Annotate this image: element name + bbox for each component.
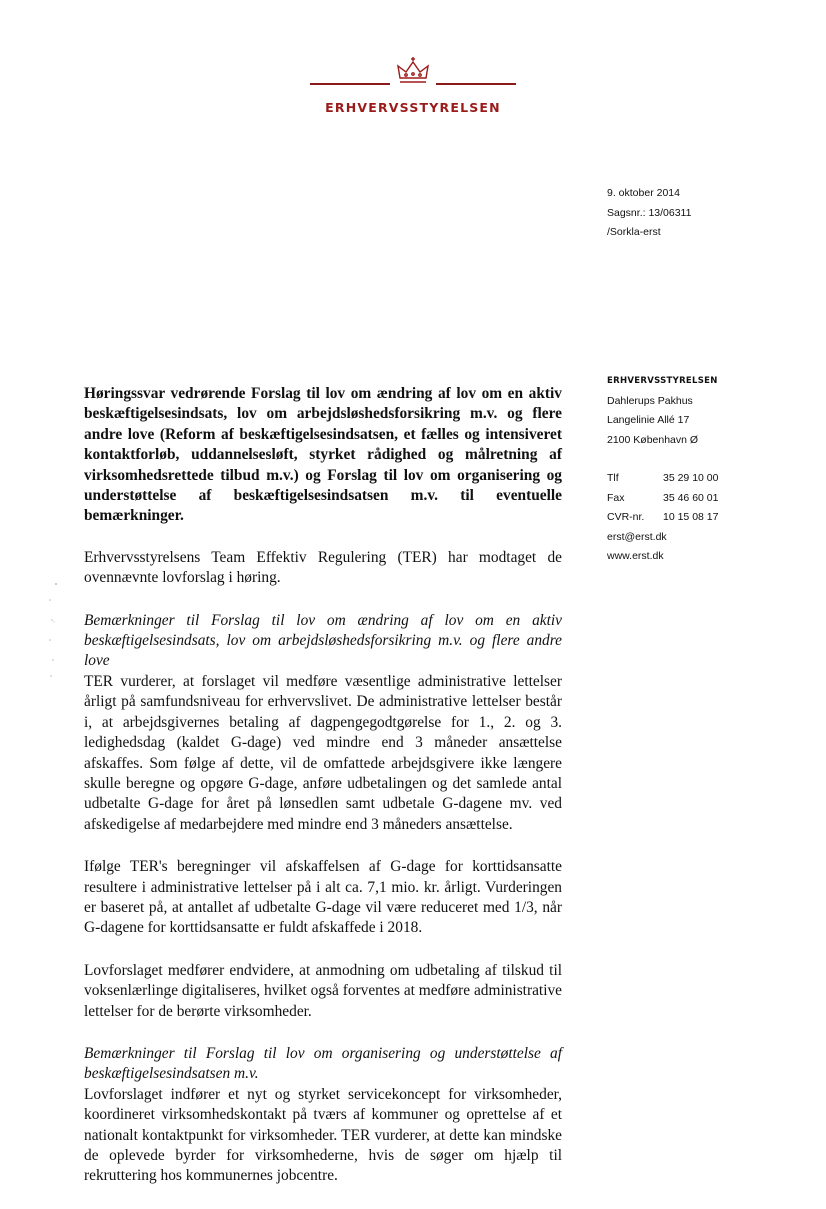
intro-paragraph: Erhvervsstyrelsens Team Effektiv Regulering (TER) har modtaget de ovennævnte lovforslag i høring. xyxy=(84,548,562,587)
letter-meta xyxy=(607,184,691,243)
reference: /Sorkla-erst xyxy=(607,226,661,238)
sender-org: ERHVERVSSTYRELSEN xyxy=(607,376,718,386)
letter-title: Høringssvar vedrørende Forslag til lov om ændring af lov om en aktiv beskæftigelsesindsats, lov om arbejdsløshedsforsikring m.v. og flere andre love (Reform af beskæftigelsesindsatsen, et fælles og intensiveret kontaktforløb, uddannelsesløft, styrket rådighed og målretning af virksomhedsrettede tilbud m.v.) og Forslag til lov om organisering og understøttelse af beskæftigelsesindsatsen m.v. til eventuelle bemærkninger. xyxy=(84,385,562,525)
logo-rule-right xyxy=(436,83,516,85)
cvr-value: 10 15 08 17 xyxy=(663,511,719,523)
section-1-heading: Bemærkninger til Forslag til lov om ændring af lov om en aktiv beskæftigelsesindsats, lov om arbejdsløshedsforsikring m.v. og flere andre love xyxy=(84,611,562,670)
brand-name: ERHVERVSSTYRELSEN xyxy=(325,100,501,115)
section-2-block xyxy=(84,1044,562,1187)
fax-label: Fax xyxy=(607,491,625,504)
section-1-paragraph-2: Ifølge TER's beregninger vil afskaffelsen af G-dage for korttidsansatte resultere i administrative lettelser på i alt ca. 7,1 mio. kr. årligt. Vurderingen er baseret på, at antallet af udbetalte G-dage vil være reduceret med 1/3, når G-dagene for korttidsansatte er fuldt afskaffede i 2018. xyxy=(84,858,562,937)
cvr-row xyxy=(607,508,718,528)
case-number: Sagsnr.: 13/06311 xyxy=(607,206,692,219)
logo-rule-left xyxy=(310,83,390,85)
phone-row xyxy=(607,469,718,489)
fax-row xyxy=(607,489,718,509)
email-link[interactable]: erst@erst.dk xyxy=(607,530,667,543)
sender-address xyxy=(607,372,718,567)
address-line-2: Langelinie Allé 17 xyxy=(607,414,690,426)
letter-body xyxy=(84,384,562,1209)
section-2-heading: Bemærkninger til Forslag til lov om organisering og understøttelse af beskæftigelsesindsatsen m.v. xyxy=(84,1044,562,1083)
fax-value: 35 46 60 01 xyxy=(663,491,719,504)
section-1-paragraph-1: TER vurderer, at forslaget vil medføre væsentlige administrative lettelser årligt på samfundsniveau for erhvervslivet. De administrative lettelser består i, at arbejdsgivernes betaling af dagpengegodtgørelse for 1., 2. og 3. ledighedsdag (kaldet G-dage) ved mindre end 3 måneder ansættelse afskaffes. Som følge af dette, vil de omfattede arbejdsgivere ikke længere skulle beregne og opgøre G-dage, anføre udbetalingen og det samlede antal udbetalte G-dage for året på lønsedlen samt udbetale G-dagene mv. ved afskedigelse af medarbejdere med mindre end 3 måneders ansættelse. xyxy=(84,672,562,833)
address-line-1: Dahlerups Pakhus xyxy=(607,394,693,407)
cvr-label: CVR-nr. xyxy=(607,511,645,523)
scan-artifacts xyxy=(38,580,68,690)
address-line-3: 2100 København Ø xyxy=(607,433,699,446)
website-link[interactable]: www.erst.dk xyxy=(607,550,664,562)
crown-icon xyxy=(394,56,432,86)
phone-label: Tlf xyxy=(607,472,619,484)
letterhead-logo xyxy=(300,48,526,123)
section-1-paragraph-3: Lovforslaget medfører endvidere, at anmodning om udbetaling af tilskud til voksenlærlinge digitaliseres, hvilket også forventes at medføre administrative lettelser for de berørte virksomheder. xyxy=(84,961,562,1020)
section-2-paragraph-1: Lovforslaget indfører et nyt og styrket servicekoncept for virksomheder, koordineret virksomhedskontakt på tværs af kommuner og oprettelse af et nationalt kontaktpunkt for virksomheder. TER vurderer, at dette kan mindske de oplevede byrder for virksomhederne, hvis de søger om hjælp til rekruttering hos kommunernes jobcentre. xyxy=(84,1085,562,1185)
letter-date: 9. oktober 2014 xyxy=(607,187,680,199)
section-1-block xyxy=(84,611,562,835)
phone-value: 35 29 10 00 xyxy=(663,472,719,484)
